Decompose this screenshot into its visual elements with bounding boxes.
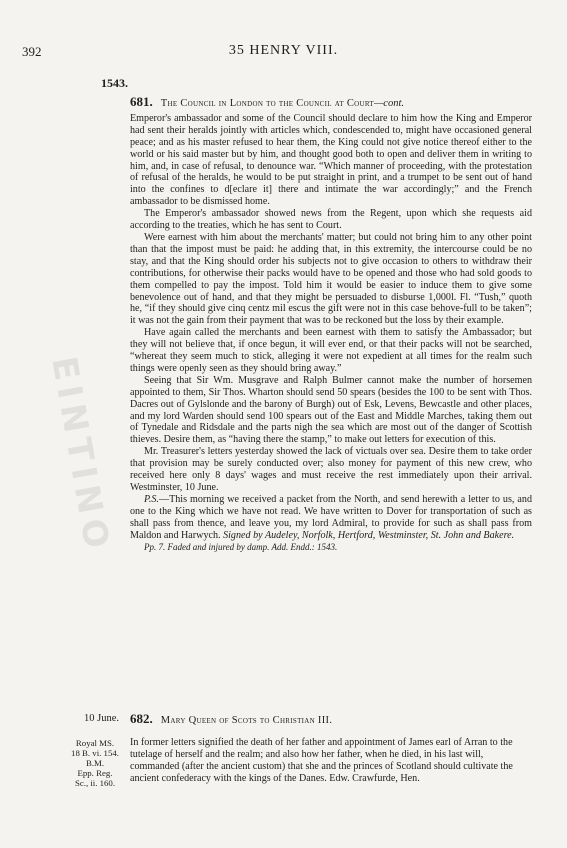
running-title: 35 HENRY VIII. xyxy=(228,43,339,58)
ref-line: B.M. xyxy=(85,758,105,768)
postscript-label: P.S. xyxy=(144,493,159,505)
paragraph: In former letters signified the death of her father and appointment of James earl of Arran to the tutelage of herself and the realm; and also how her father, when he died, in his last will, commanded (after the ancient custom) that she and the princes of Scotland should cultivate the ancient confederacy with the kings of the Danes. Edw. Crawfurde, Hen. xyxy=(130,737,513,784)
paragraph: Have again called the merchants and been earnest with them to satisfy the Ambassador; but they will not believe that, if once begun, it will ever end, or that their packs will not be searched, “whereat they seem much to stick, alleging it were not expedient at all times for the realm such things were openly seen as they should bring away.” xyxy=(130,327,532,374)
manuscript-reference xyxy=(62,738,128,788)
paragraph: Were earnest with him about the merchants' matter; but could not bring him to any other point than that the impost must be paid: he adding that, in this extremity, the intercourse could be no stay, and that the King should order his subjects not to give occasion to others to withdraw their contributions, for otherwise their packs would have to be opened and those who had sold goods to them compelled to pay the impost. Told him it would be easier to induce them to give some benevolence out of hand, and that they might be persuaded to disburse 1,000l. Fl. “Tush,” quoth he, “if they should give cinq centz mil escus the gift were not in this case behove-full to be taken”; it was not the gain from their payment that was to be reckoned but the loss by their example. xyxy=(130,231,532,327)
entry-682-heading xyxy=(130,713,532,727)
entry-681 xyxy=(130,96,532,553)
entry-682 xyxy=(130,713,532,795)
entry-continued: —cont. xyxy=(373,98,405,109)
watermark: EINTINO xyxy=(43,353,118,558)
ref-line: Royal MS. xyxy=(75,738,115,748)
entry-number: 681. xyxy=(130,94,153,109)
ref-line: 18 B. vi. 154. xyxy=(71,748,119,758)
ref-line: Sc., ii. 160. xyxy=(74,778,116,788)
postscript xyxy=(130,494,532,542)
entry-title: Mary Queen of Scots to Christian III. xyxy=(160,715,333,726)
entry-date: 10 June. xyxy=(84,713,119,724)
entry-title: The Council in London to the Council at Court xyxy=(160,98,374,109)
entry-number: 682. xyxy=(130,711,153,726)
paragraph: The Emperor's ambassador showed news from the Regent, upon which she requests aid according to the treaties, which he has sent to Court. xyxy=(130,208,532,232)
year-marker: 1543. xyxy=(101,76,128,90)
paragraph: Mr. Treasurer's letters yesterday showed the lack of victuals over sea. Desire them to take order that provision may be surely conducted over; also money for payment of this new crew, who received here only 8 days' wages and must receive the rest immediately upon their arrival. Westminster, 10 June. xyxy=(130,446,532,493)
paragraph: Emperor's ambassador and some of the Council should declare to him how the King and Emperor had sent their heralds jointly with articles which, condescended to, might have occasioned general peace; and as his master refused to hear them, the King could not give notice thereof either to the world or his said master but by him, and thought good both to open and deliver them in writing to him, and, in case of refusal, to denounce war. “Which manner of proceeding, with the protestation of refusal of the heralds, he would to be put straight in print, and a trumpet to be sent out of hand into the confines to d[eclare it] there and intimate the war accordingly;” and the French ambassador to be dismissed home. xyxy=(130,112,532,208)
postscript-text: —This morning we received a packet from the North, and send herewith a letter to us, and one to the King which we have not read. We have written to Dover for transportation of such as shall pass from thence, and leave you, my lord Admiral, to provide for such as shall pass from Maldon and Harwych. xyxy=(130,493,532,541)
source-note: Pp. 7. Faded and injured by damp. Add. Endd.: 1543. xyxy=(144,541,338,552)
paragraph: Seeing that Sir Wm. Musgrave and Ralph Bulmer cannot make the number of horsemen appointed to them, Sir Thos. Wharton should send 50 spears (besides the 100 to be sent with Thos. Dacres out of Gylslonde and the barony of Burgh) out of Esk, Levens, Bewcastle and other places, and my lord Warden should send 100 spears out of the East and Middle Marches, taking them out of Tynedale and Ridsdale and the parts nigh the sea which are most out of the danger of Scottish thieves. Desire them, as “having there the stamp,” to make out letters for execution of this. xyxy=(130,374,532,446)
ref-line: Epp. Reg. xyxy=(77,768,113,778)
page-number: 392 xyxy=(22,44,42,59)
signatories: Signed by Audeley, Norfolk, Hertford, Westminster, St. John and Bakere. xyxy=(223,529,515,541)
entry-681-heading xyxy=(130,96,532,110)
